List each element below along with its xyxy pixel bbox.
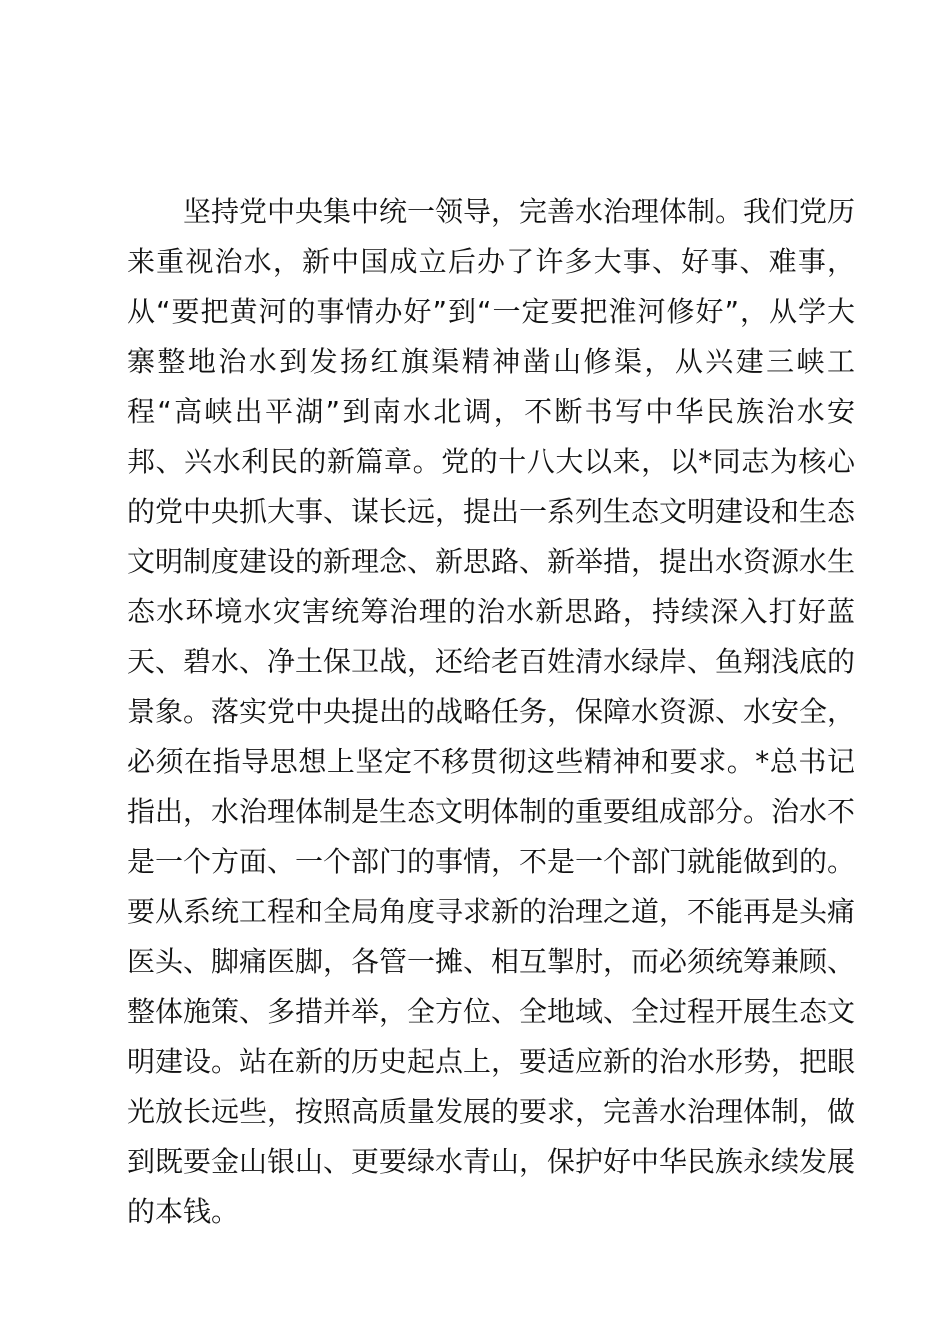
body-paragraph: 坚持党中央集中统一领导，完善水治理体制。我们党历来重视治水，新中国成立后办了许多大事、好事、难事，从“要把黄河的事情办好”到“一定要把淮河修好”，从学大寨整地治水到发扬红旗渠精神凿山修渠，从兴建三峡工程“高峡出平湖”到南水北调，不断书写中华民族治水安邦、兴水利民的新篇章。党的十八大以来，以*同志为核心的党中央抓大事、谋长远，提出一系列生态文明建设和生态文明制度建设的新理念、新思路、新举措，提出水资源水生态水环境水灾害统筹治理的治水新思路，持续深入打好蓝天、碧水、净土保卫战，还给老百姓清水绿岸、鱼翔浅底的景象。落实党中央提出的战略任务，保障水资源、水安全，必须在指导思想上坚定不移贯彻这些精神和要求。*总书记指出，水治理体制是生态文明体制的重要组成部分。治水不是一个方面、一个部门的事情，不是一个部门就能做到的。要从系统工程和全局角度寻求新的治理之道，不能再是头痛医头、脚痛医脚，各管一摊、相互掣肘，而必须统筹兼顾、整体施策、多措并举，全方位、全地域、全过程开展生态文明建设。站在新的历史起点上，要适应新的治水形势，把眼光放长远些，按照高质量发展的要求，完善水治理体制，做到既要金山银山、更要绿水青山，保护好中华民族永续发展的本钱。 xyxy=(127,195,856,1228)
